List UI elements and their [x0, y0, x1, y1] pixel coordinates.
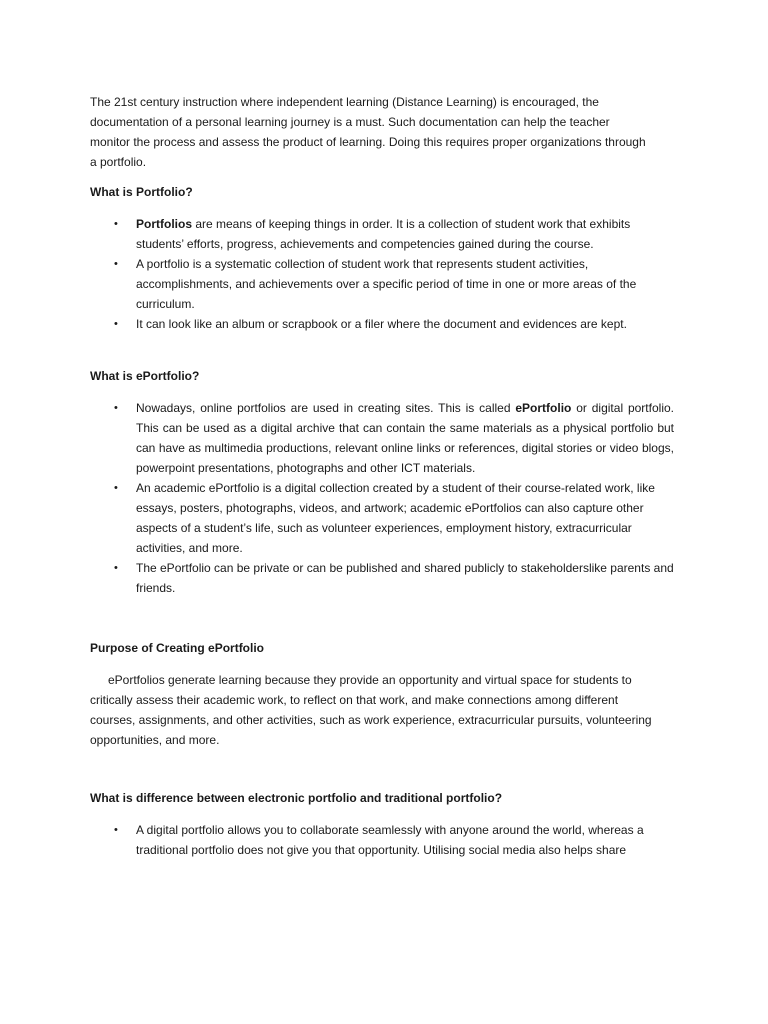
heading-what-is-portfolio: What is Portfolio? — [90, 185, 193, 199]
eportfolio-list — [90, 398, 678, 598]
intro-paragraph: The 21st century instruction where independent learning (Distance Learning) is encouraged, the documentation of a personal learning journey is a must. Such documentation can help the teacher monitor the process and assess the product of learning. Doing this requires proper organizations through a portfolio. — [90, 95, 646, 169]
bullet-icon: • — [114, 258, 118, 270]
heading-difference: What is difference between electronic portfolio and traditional portfolio? — [90, 791, 503, 805]
portfolio-list — [90, 214, 678, 334]
bullet-icon: • — [114, 482, 118, 494]
list-item-text: are means of keeping things in order. It is a collection of student work that exhibits students’ efforts, progress, achievements and competencies gained during the course. — [136, 217, 631, 251]
list-item — [90, 558, 674, 598]
list-item-text: A portfolio is a systematic collection of student work that represents student activities, accomplishments, and achievements over a specific period of time in one or more areas of the curriculum. — [136, 257, 637, 311]
list-item — [90, 214, 674, 254]
bullet-icon: • — [114, 402, 118, 414]
bullet-icon: • — [114, 218, 118, 230]
heading-what-is-eportfolio: What is ePortfolio? — [90, 369, 200, 383]
list-item — [90, 820, 674, 860]
list-item-text: An academic ePortfolio is a digital collection created by a student of their course-related work, like essays, posters, photographs, videos, and artwork; academic ePortfolios can also capture other aspects of a student’s life, such as volunteer experiences, employment history, extracurricular activities, and more. — [136, 481, 655, 555]
purpose-paragraph: ePortfolios generate learning because they provide an opportunity and virtual space for students to critically assess their academic work, to reflect on that work, and make connections among different courses, assignments, and other activities, such as work experience, extracurricular pursuits, volunteering opportunities, and more. — [90, 673, 652, 747]
bullet-icon: • — [114, 562, 118, 574]
bold-term: Portfolios — [136, 217, 192, 231]
difference-list — [90, 820, 678, 860]
list-item — [90, 254, 674, 314]
list-item — [90, 314, 674, 334]
bullet-icon: • — [114, 824, 118, 836]
list-item — [90, 478, 674, 558]
bullet-icon: • — [114, 318, 118, 330]
list-item-text: The ePortfolio can be private or can be published and shared publicly to stakeholderslike parents and friends. — [136, 561, 674, 595]
list-item-text: Nowadays, online portfolios are used in creating sites. This is called — [136, 401, 516, 415]
list-item-text: It can look like an album or scrapbook or a filer where the document and evidences are kept. — [136, 317, 627, 331]
list-item — [90, 398, 674, 478]
list-item-text: A digital portfolio allows you to collaborate seamlessly with anyone around the world, whereas a traditional portfolio does not give you that opportunity. Utilising social media also helps share — [136, 823, 644, 857]
list-item-text: or digital portfolio. This can be used as a digital archive that can contain the same materials as a physical portfolio but can have as multimedia productions, relevant online links or references, digital stories or video blogs, powerpoint presentations, photographs and other ICT materials. — [136, 401, 674, 475]
bold-term: ePortfolio — [515, 401, 572, 415]
heading-purpose: Purpose of Creating ePortfolio — [90, 641, 265, 655]
